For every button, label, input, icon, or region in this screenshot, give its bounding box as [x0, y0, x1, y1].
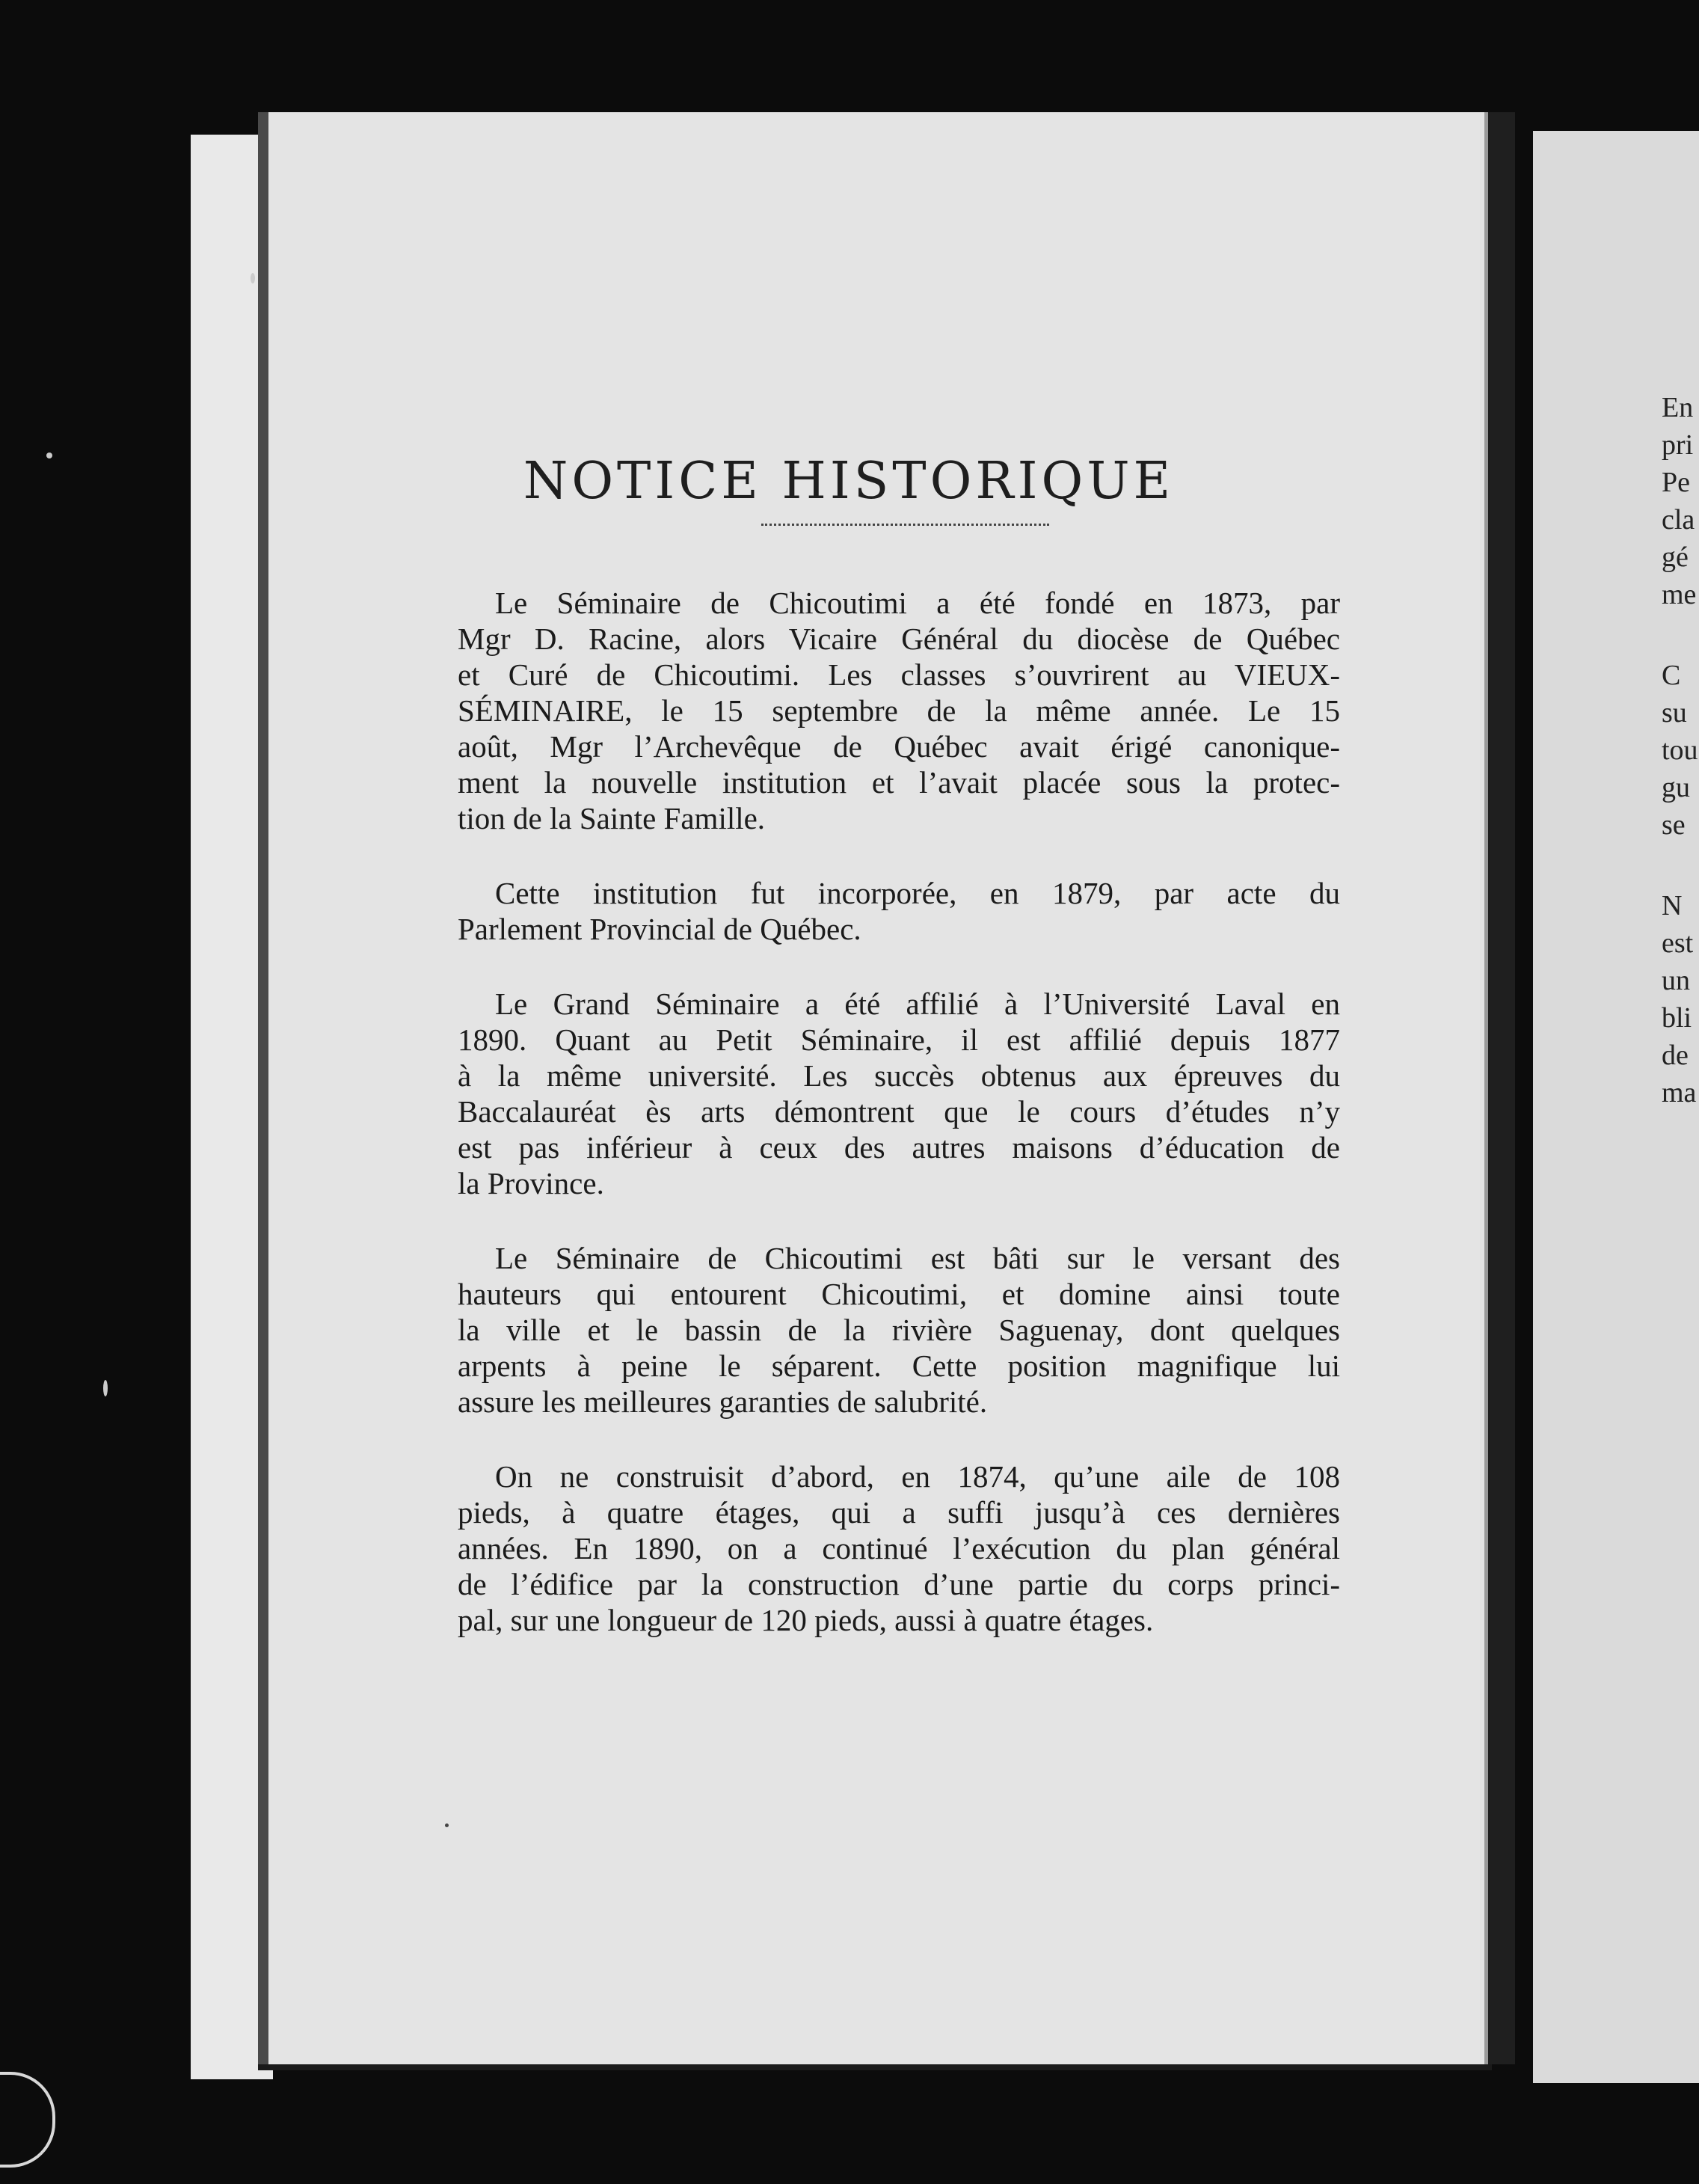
text-line: est pas inférieur à ceux des autres maisons d’éducation de: [458, 1130, 1340, 1165]
document-body: [458, 585, 1340, 1677]
text-line: Baccalauréat ès arts démontrent que le cours d’études n’y: [458, 1094, 1340, 1129]
text-line: Le Séminaire de Chicoutimi a été fondé en 1873, par: [495, 586, 1340, 620]
adjacent-fragment: ma: [1662, 1077, 1697, 1108]
text-line: hauteurs qui entourent Chicoutimi, et domine ainsi toute: [458, 1277, 1340, 1311]
adjacent-fragment: N: [1662, 890, 1683, 921]
text-line: et Curé de Chicoutimi. Les classes s’ouvrirent au VIEUX-: [458, 657, 1340, 692]
text-line: pal, sur une longueur de 120 pieds, aussi à quatre étages.: [458, 1603, 1154, 1637]
text-line: Le Grand Séminaire a été affilié à l’Université Laval en: [495, 987, 1340, 1021]
text-line: de l’édifice par la construction d’une partie du corps princi-: [458, 1567, 1340, 1601]
adjacent-fragment: gé: [1662, 542, 1689, 573]
film-corner-mark: [0, 2072, 55, 2168]
adjacent-fragment: me: [1662, 579, 1697, 610]
paragraph: [458, 1240, 1340, 1420]
adjacent-fragment: [1662, 844, 1699, 887]
page-title: NOTICE HISTORIQUE: [523, 451, 1175, 511]
text-line: Parlement Provincial de Québec.: [458, 912, 861, 946]
text-line: août, Mgr l’Archevêque de Québec avait érigé canonique-: [458, 729, 1340, 764]
text-line: On ne construisit d’abord, en 1874, qu’une aile de 108: [495, 1459, 1340, 1494]
text-line: la ville et le bassin de la rivière Saguenay, dont quelques: [458, 1313, 1340, 1347]
adjacent-fragment: Pe: [1662, 467, 1690, 498]
text-line: Mgr D. Racine, alors Vicaire Général du diocèse de Québec: [458, 622, 1340, 656]
text-line: Cette institution fut incorporée, en 1879, par acte du: [495, 876, 1340, 910]
paragraph: [458, 1458, 1340, 1638]
adjacent-fragment: su: [1662, 697, 1687, 728]
text-line: 1890. Quant au Petit Séminaire, il est affilié depuis 1877: [458, 1022, 1340, 1057]
adjacent-fragment: se: [1662, 809, 1686, 841]
adjacent-fragment: pri: [1662, 429, 1694, 461]
text-line: Le Séminaire de Chicoutimi est bâti sur le versant des: [495, 1241, 1340, 1275]
title-divider: [761, 524, 1049, 526]
adjacent-fragment: tou: [1662, 734, 1698, 766]
paragraph: [458, 986, 1340, 1201]
text-line: SÉMINAIRE, le 15 septembre de la même année. Le 15: [458, 693, 1340, 728]
text-line: à la même université. Les succès obtenus aux épreuves du: [458, 1058, 1340, 1093]
paragraph: [458, 585, 1340, 836]
page-gutter-shadow: [1488, 112, 1515, 2064]
text-line: arpents à peine le séparent. Cette position magnifique lui: [458, 1349, 1340, 1383]
adjacent-fragment: cla: [1662, 504, 1695, 536]
adjacent-fragment: bli: [1662, 1002, 1692, 1034]
text-line: ment la nouvelle institution et l’avait placée sous la protec-: [458, 765, 1340, 800]
text-line: tion de la Sainte Famille.: [458, 801, 766, 835]
text-line: années. En 1890, on a continué l’exécution du plan général: [458, 1531, 1340, 1565]
adjacent-fragment: gu: [1662, 772, 1690, 803]
adjacent-fragment: En: [1662, 392, 1694, 423]
adjacent-fragment: un: [1662, 965, 1690, 996]
adjacent-fragment: de: [1662, 1040, 1689, 1071]
text-line: la Province.: [458, 1166, 604, 1200]
text-line: assure les meilleures garanties de salubrité.: [458, 1384, 988, 1419]
adjacent-fragment: C: [1662, 660, 1681, 691]
adjacent-page-text: [1662, 389, 1699, 1111]
paragraph: [458, 875, 1340, 947]
text-line: pieds, à quatre étages, qui a suffi jusqu’à ces dernières: [458, 1495, 1340, 1530]
adjacent-fragment: est: [1662, 927, 1694, 959]
adjacent-fragment: [1662, 613, 1699, 657]
